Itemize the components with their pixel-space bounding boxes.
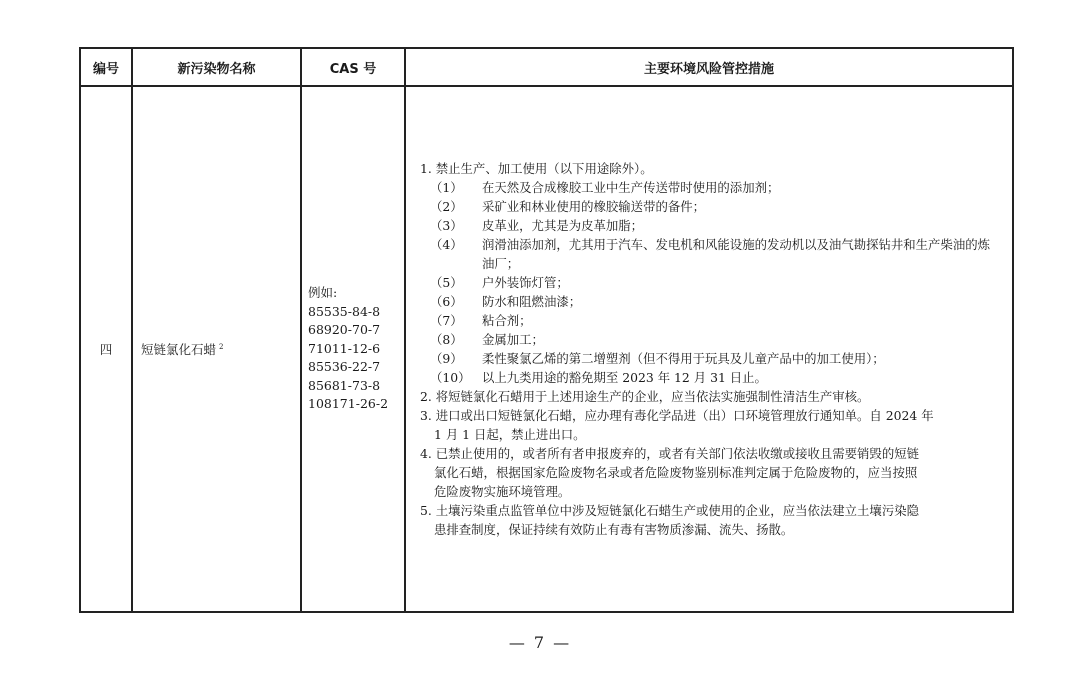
measure-5: 5. 土壤污染重点监管单位中涉及短链氯化石蜡生产或使用的企业，应当依法建立土壤污染隐 xyxy=(420,503,919,518)
sub-item xyxy=(420,216,1002,235)
table-header-row xyxy=(80,48,1013,86)
cas-number: 85535-84-8 xyxy=(308,303,381,319)
row-number: 四 xyxy=(80,86,132,612)
cas-number: 68920-70-7 xyxy=(308,322,381,338)
sub-item-number: （6） xyxy=(430,294,463,309)
sub-item-number: （1） xyxy=(430,180,463,195)
sub-item-number: （2） xyxy=(430,199,463,214)
measure-2: 2. 将短链氯化石蜡用于上述用途生产的企业，应当依法实施强制性清洁生产审核。 xyxy=(420,389,870,404)
sub-item-number: （9） xyxy=(430,351,463,366)
sub-item-number: （8） xyxy=(430,332,463,347)
page-number: — 7 — xyxy=(508,633,572,652)
pollutant-name-cell xyxy=(132,86,301,612)
cas-cell xyxy=(301,86,405,612)
sub-item-text: 以上九类用途的豁免期至 2023 年 12 月 31 日止。 xyxy=(482,370,767,385)
sub-item-number: （4） xyxy=(430,237,463,252)
sub-item xyxy=(420,235,1002,273)
sub-item-number: （5） xyxy=(430,275,463,290)
sub-item-text: 皮革业，尤其是为皮革加脂； xyxy=(482,218,644,233)
table-row xyxy=(80,86,1013,612)
cas-number: 108171-26-2 xyxy=(308,396,389,412)
sub-item-number: （7） xyxy=(430,313,463,328)
sub-item-number: （3） xyxy=(430,218,463,233)
sub-item-text: 在天然及合成橡胶工业中生产传送带时使用的添加剂； xyxy=(482,180,780,195)
sub-item-text: 柔性聚氯乙烯的第二增塑剂（但不得用于玩具及儿童产品中的加工使用）； xyxy=(482,351,885,366)
sub-item xyxy=(420,292,1002,311)
cas-intro: 例如: xyxy=(308,285,338,301)
header-pollutant-name: 新污染物名称 xyxy=(132,48,301,86)
sub-item-number: （10） xyxy=(430,370,471,385)
measure-4-cont: 氯化石蜡，根据国家危险废物名录或者危险废物鉴别标准判定属于危险废物的，应当按照 xyxy=(434,465,918,480)
measure-5-cont: 患排查制度，保证持续有效防止有毒有害物质渗漏、流失、扬散。 xyxy=(434,522,794,537)
header-cas: CAS 号 xyxy=(301,48,405,86)
sub-item xyxy=(420,178,1002,197)
header-number: 编号 xyxy=(80,48,132,86)
sub-item-text: 采矿业和林业使用的橡胶输送带的备件； xyxy=(482,199,706,214)
sub-item xyxy=(420,330,1002,349)
sub-item xyxy=(420,197,1002,216)
sub-item xyxy=(420,368,1002,387)
measures-cell xyxy=(405,86,1013,612)
sub-item xyxy=(420,349,1002,368)
pollutant-name: 短链氯化石蜡 xyxy=(141,342,217,357)
measure-1: 1. 禁止生产、加工使用（以下用途除外）。 xyxy=(420,161,653,176)
pollutant-table xyxy=(79,47,1014,613)
cas-number: 85536-22-7 xyxy=(308,359,381,375)
cas-number: 71011-12-6 xyxy=(308,340,381,356)
measure-4: 4. 已禁止使用的，或者所有者申报废弃的，或者有关部门依法收缴或接收且需要销毁的短链 xyxy=(420,446,919,461)
sub-item-text: 户外装饰灯管； xyxy=(482,275,569,290)
measure-4-cont: 危险废物实施环境管理。 xyxy=(434,484,571,499)
sub-item xyxy=(420,273,1002,292)
footnote-mark: 2 xyxy=(219,342,224,351)
cas-number: 85681-73-8 xyxy=(308,377,381,393)
sub-item-text: 金属加工； xyxy=(482,332,544,347)
measure-3: 3. 进口或出口短链氯化石蜡，应办理有毒化学品进（出）口环境管理放行通知单。自 2024 年 xyxy=(420,408,934,423)
sub-item-text: 润滑油添加剂，尤其用于汽车、发电机和风能设施的发动机以及油气勘探钻井和生产柴油的炼油厂； xyxy=(482,237,991,271)
measure-3-cont: 1 月 1 日起，禁止进出口。 xyxy=(434,427,586,442)
sub-item-text: 粘合剂； xyxy=(482,313,532,328)
header-measures: 主要环境风险管控措施 xyxy=(405,48,1013,86)
sub-item-text: 防水和阻燃油漆； xyxy=(482,294,582,309)
sub-item xyxy=(420,311,1002,330)
